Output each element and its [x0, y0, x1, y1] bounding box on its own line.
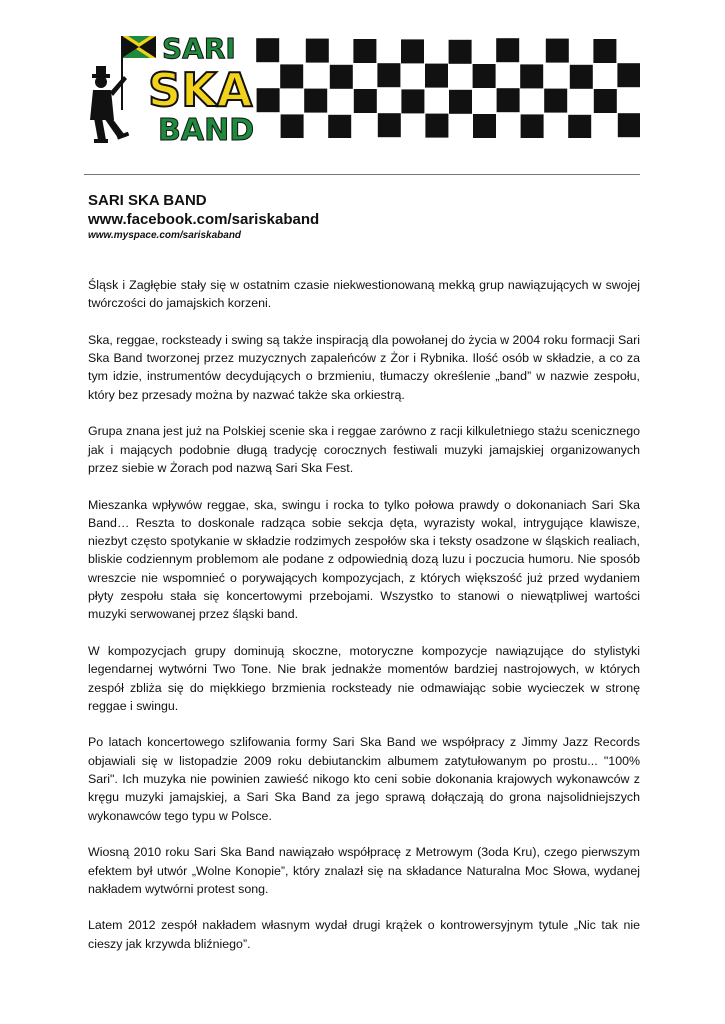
checker-square	[473, 64, 496, 88]
checker-square	[281, 114, 304, 138]
checker-square	[520, 64, 543, 88]
page-header	[84, 28, 640, 148]
checker-square	[328, 115, 351, 138]
dancer-figure-icon	[90, 66, 129, 143]
checker-square	[280, 64, 303, 88]
band-name-title: SARI SKA BAND	[88, 192, 207, 209]
logo-sari-text: SARI	[162, 32, 236, 65]
checker-square	[570, 65, 593, 89]
band-logo	[84, 28, 254, 148]
checker-square	[378, 113, 401, 137]
paragraph-8: Latem 2012 zespół nakładem własnym wydał drugi krążek o kontrowersyjnym tytule „Nic tak nie cieszy jak krzywda bliźniego”.	[88, 918, 640, 951]
logo-band-text: BAND	[158, 113, 254, 148]
checker-square	[425, 64, 448, 88]
myspace-link[interactable]: www.myspace.com/sariskaband	[88, 230, 242, 241]
paragraph-7: Wiosną 2010 roku Sari Ska Band nawiązało współpracę z Metrowym (3oda Kru), czego pierwszym efektem był utwór „Wolne Konopie”, który znalazł się na składance Naturalna Moc Słowa, wydanej nakładem wytwórni protest song.	[88, 845, 640, 896]
checkerboard-pattern	[256, 38, 640, 138]
checker-square	[618, 113, 640, 137]
checker-square	[304, 89, 327, 113]
checker-square	[377, 63, 400, 87]
checker-square	[594, 89, 617, 113]
checker-square	[306, 39, 329, 63]
checker-square	[257, 88, 280, 112]
checker-square	[593, 39, 616, 63]
checker-square	[401, 89, 424, 113]
logo-ska-text: SKA	[148, 63, 253, 117]
checker-square	[496, 38, 519, 62]
checker-square	[521, 114, 544, 138]
checker-square	[546, 39, 569, 63]
facebook-link[interactable]: www.facebook.com/sariskaband	[88, 211, 320, 228]
checker-square	[497, 88, 520, 112]
checker-square	[354, 89, 377, 113]
checker-square	[401, 39, 424, 63]
paragraph-6: Po latach koncertowego szlifowania formy Sari Ska Band we współpracy z Jimmy Jazz Records objawiali się w listopadzie 2009 roku debiutanckim albumem zatytułowanym po prostu... "100% Sari". Ich muzyka nie powinien zawieść nikogo kto ceni sobie dokonania krajowych wykonawców z kręgu muzyki jamajskiej, a Sari Ska Band za jego sprawą dołączają do grona najsolidniejszych wykonawców tego typu w Polsce.	[88, 735, 640, 823]
checker-square	[425, 114, 448, 138]
checker-square	[449, 90, 472, 114]
article	[88, 191, 640, 971]
paragraph-1: Śląsk i Zagłębie stały się w ostatnim czasie niekwestionowaną mekką grup nawiązujących w swojej twórczości do jamajskich korzeni.	[88, 278, 640, 311]
paragraph-4: Mieszanka wpływów reggae, ska, swingu i rocka to tylko połowa prawdy o dokonaniach Sari Ska Band… Reszta to doskonale radząca sobie sekcja dęta, wyrazisty wokal, intrygujące klawisze, niezbyt często spotykanie w składzie rodzimych zespołów ska i teksty osadzone w śląskich realiach, bliskie codziennym problemom ale podane z odpowiednią dozą luzu i poczucia humoru. Nie sposób wreszcie nie wspomnieć o porywających kompozycjach, z których większość już przed wydaniem płyty zespołu stała się koncertowymi przebojami. Wszystko to stanowi o niewątpliwej wartości muzyki serwowanej przez śląski band.	[88, 497, 640, 622]
paragraph-2: Ska, reggae, rocksteady i swing są także inspiracją dla powołanej do życia w 2004 roku formacji Sari Ska Band tworzonej przez muzycznych zapaleńców z Żor i Rybnika. Ilość osób w składzie, a co za tym idzie, instrumentów decydujących o brzmieniu, tłumaczy określenie „band” w nazwie zespołu, który bez przesady można by nazwać także ska orkiestrą.	[88, 332, 640, 402]
checker-square	[449, 40, 472, 64]
checker-square	[353, 39, 376, 63]
checker-square	[544, 89, 567, 113]
header-divider	[84, 174, 640, 175]
checker-square	[330, 65, 353, 89]
checker-square	[473, 114, 496, 138]
checker-square	[617, 63, 640, 87]
paragraph-3: Grupa znana jest już na Polskiej scenie ska i reggae zarówno z racji kilkuletniego stażu scenicznego jak i mających podobnie długą tradycję corocznych festiwali muzyki jamajskiej organizowanych przez siebie w Żorach pod nazwą Sari Ska Fest.	[88, 424, 640, 475]
checker-square	[256, 38, 279, 62]
paragraph-5: W kompozycjach grupy dominują skoczne, motoryczne kompozycje nawiązujące do stylistyki legendarnej wytwórni Two Tone. Nie brak jednakże momentów bardziej nastrojowych, w których zespół zbliża się do miękkiego brzmienia rocksteady nie odmawiając sobie wycieczek w stronę reggae i swingu.	[88, 643, 640, 713]
checker-square	[568, 115, 591, 138]
